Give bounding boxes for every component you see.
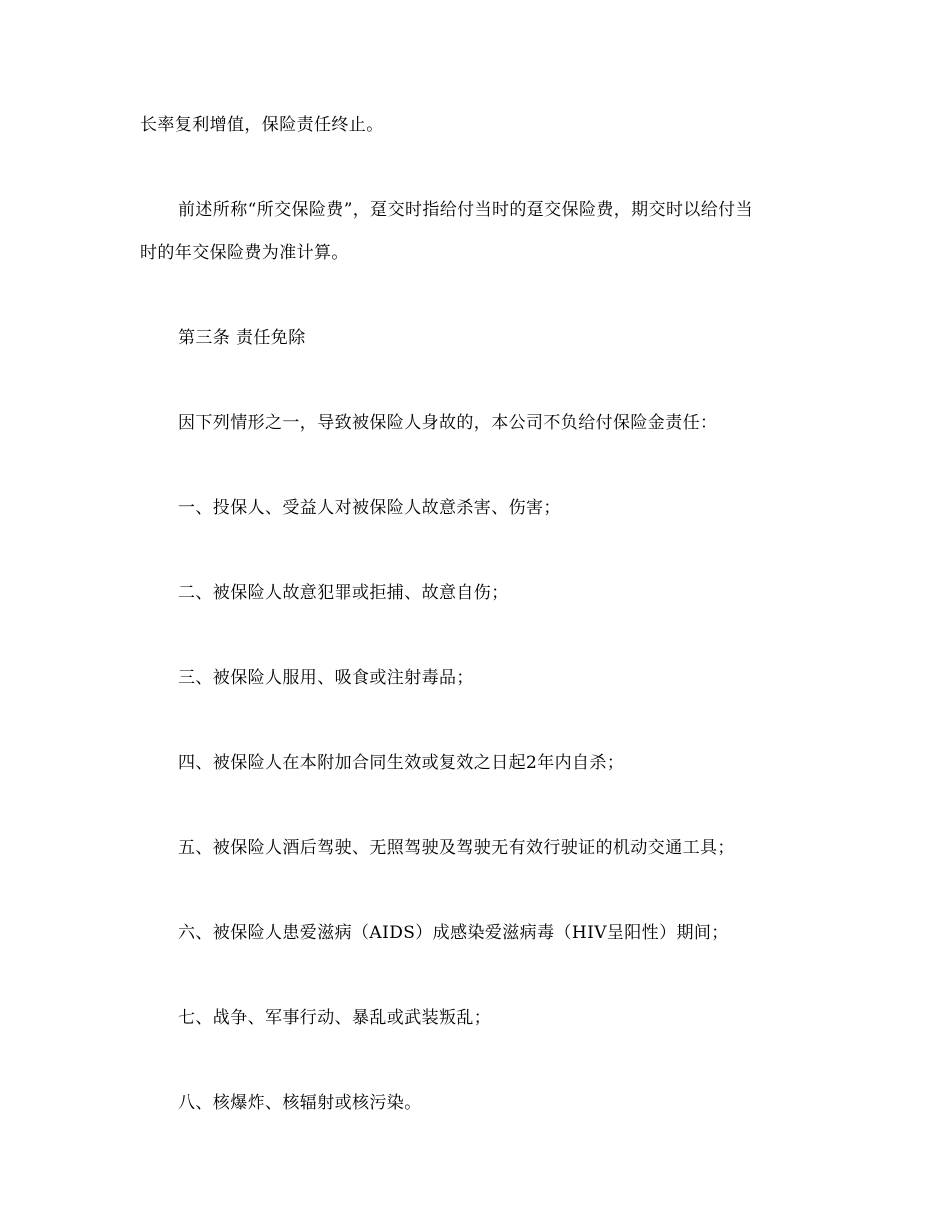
exclusion-item-8: 八、核爆炸、核辐射或核污染。	[178, 1093, 422, 1113]
exclusion-intro: 因下列情形之一，导致被保险人身故的，本公司不负给付保险金责任：	[178, 413, 718, 433]
exclusion-item-6: 六、被保险人患爱滋病（AIDS）成感染爱滋病毒（HIV呈阳性）期间；	[178, 923, 729, 943]
exclusion-item-2: 二、被保险人故意犯罪或拒捕、故意自伤；	[178, 583, 509, 603]
paragraph-continuation: 长率复利增值，保险责任终止。	[140, 115, 384, 135]
premium-definition-line-2: 时的年交保险费为准计算。	[140, 243, 349, 263]
exclusion-item-1: 一、投保人、受益人对被保险人故意杀害、伤害；	[178, 498, 561, 518]
exclusion-item-3: 三、被保险人服用、吸食或注射毒品；	[178, 668, 474, 688]
article-three-heading: 第三条 责任免除	[178, 328, 306, 348]
exclusion-item-4: 四、被保险人在本附加合同生效或复效之日起2年内自杀；	[178, 753, 625, 773]
exclusion-item-5: 五、被保险人酒后驾驶、无照驾驶及驾驶无有效行驶证的机动交通工具；	[178, 838, 735, 858]
premium-definition-line-1: 前述所称“所交保险费”，趸交时指给付当时的趸交保险费，期交时以给付当	[178, 200, 753, 220]
exclusion-item-7: 七、战争、军事行动、暴乱或武装叛乱；	[178, 1008, 492, 1028]
